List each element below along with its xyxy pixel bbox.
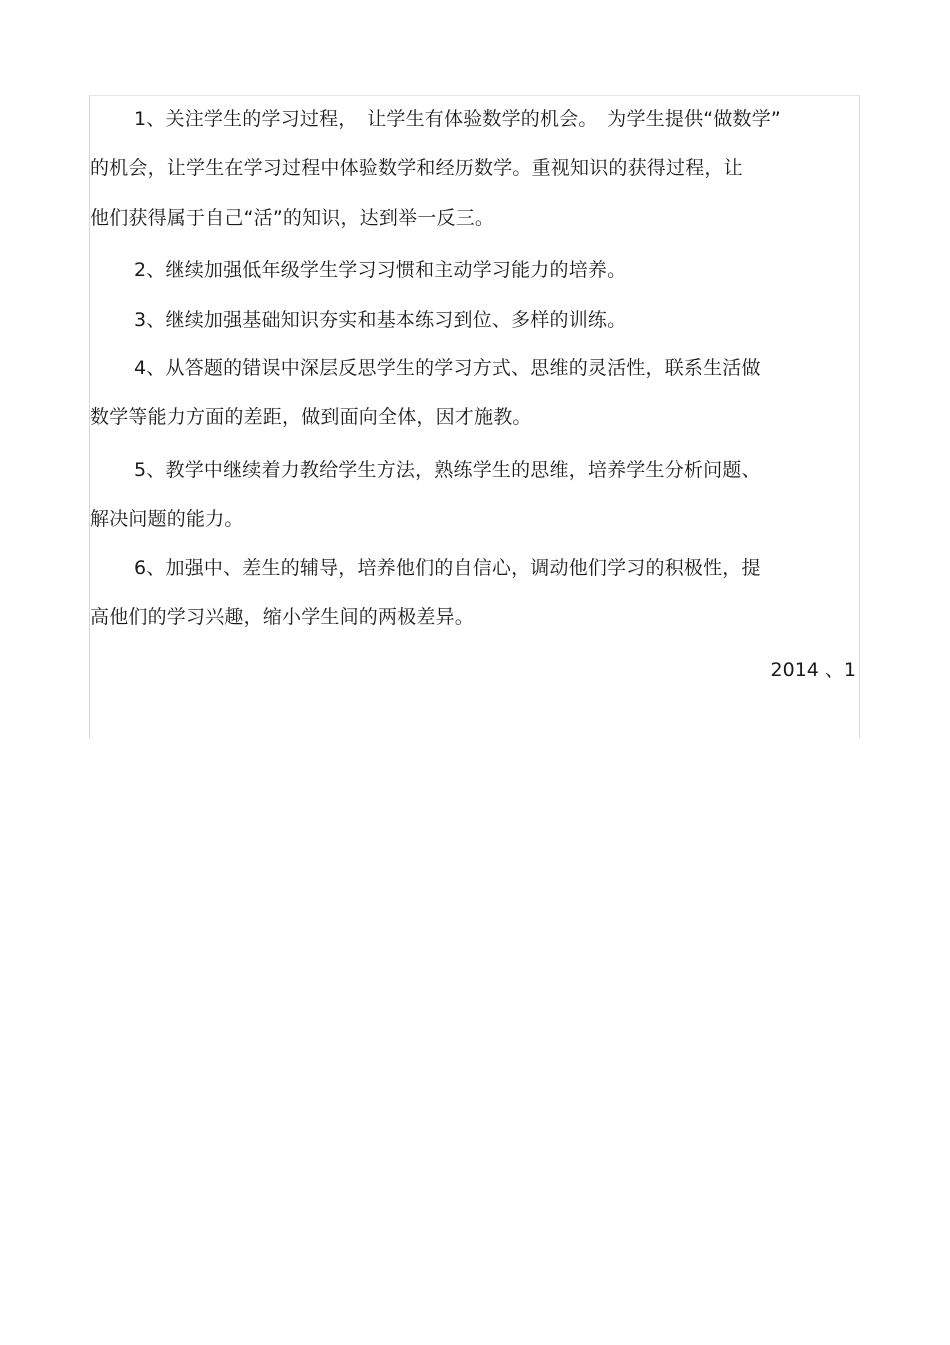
paragraph-line: 2、继续加强低年级学生学习习惯和主动学习能力的培养。 (134, 259, 627, 281)
paragraph-line: 的机会，让学生在学习过程中体验数学和经历数学。重视知识的获得过程，让 (90, 157, 743, 179)
paragraph-line: 4、从答题的错误中深层反思学生的学习方式、思维的灵活性，联系生活做 (134, 357, 761, 379)
paragraph-line: 5、教学中继续着力教给学生方法，熟练学生的思维，培养学生分析问题、 (134, 459, 761, 481)
paragraph-line: 3、继续加强基础知识夯实和基本练习到位、多样的训练。 (134, 309, 627, 331)
document-date: 2014 、1 (770, 659, 856, 681)
paragraph-line: 高他们的学习兴趣，缩小学生间的两极差异。 (90, 606, 475, 628)
paragraph-line: 他们获得属于自己“活”的知识，达到举一反三。 (90, 207, 495, 229)
paragraph-line: 6、加强中、差生的辅导，培养他们的自信心，调动他们学习的积极性，提 (134, 557, 761, 579)
paragraph-line: 1、关注学生的学习过程， 让学生有体验数学的机会。 为学生提供“做数学” (134, 108, 781, 130)
paragraph-line: 数学等能力方面的差距，做到面向全体，因才施教。 (90, 406, 532, 428)
paragraph-line: 解决问题的能力。 (90, 508, 244, 530)
